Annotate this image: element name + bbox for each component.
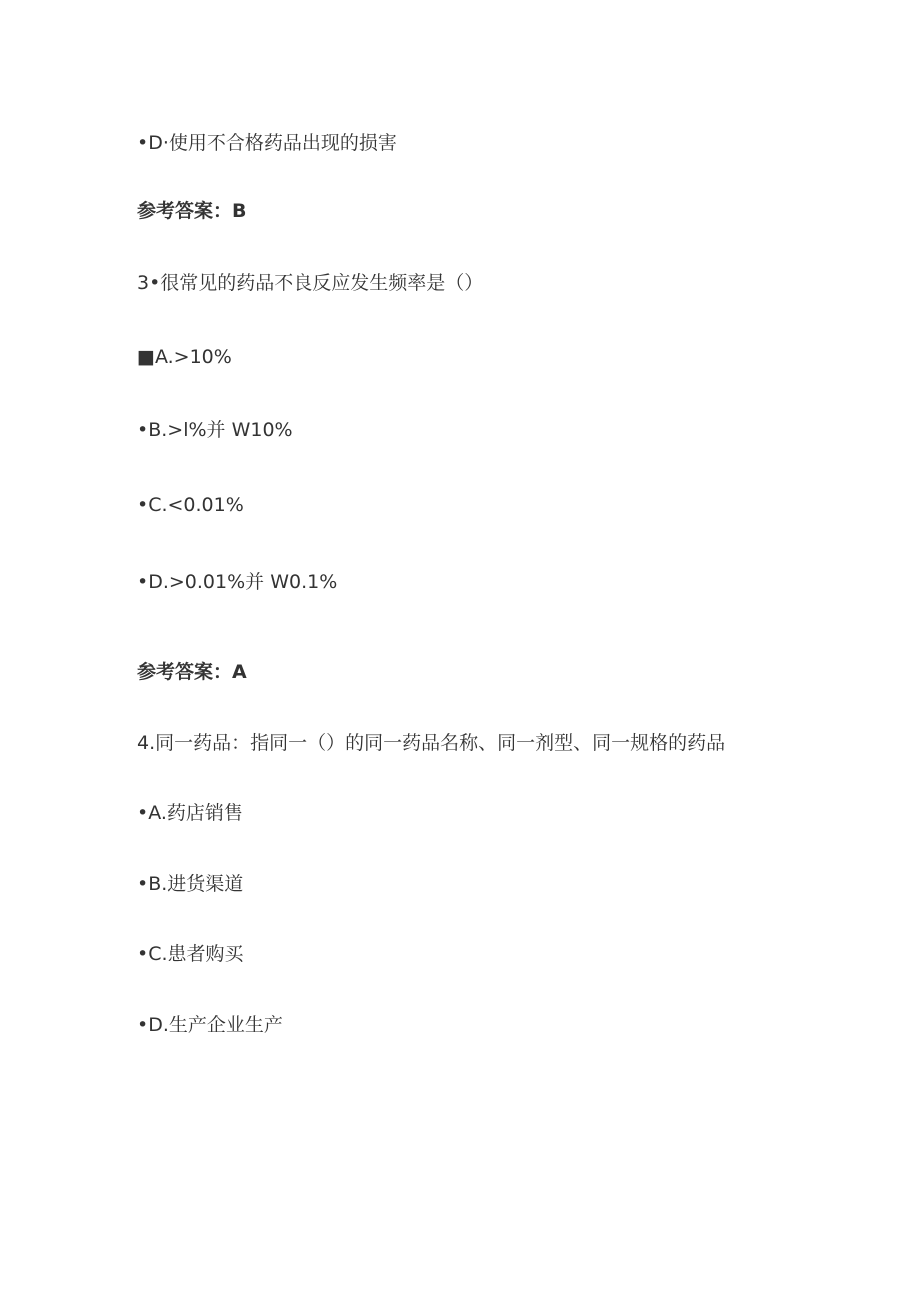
option-c-q4: •C.患者购买 (137, 943, 244, 965)
answer-q2: 参考答案：B (137, 200, 247, 222)
option-b-q3: •B.>l%并 W10% (137, 419, 293, 441)
option-a-q4: •A.药店销售 (137, 802, 243, 824)
option-c-q3: •C.<0.01% (137, 494, 244, 516)
option-b-q4: •B.进货渠道 (137, 873, 244, 895)
answer-q3: 参考答案：A (137, 661, 247, 683)
option-a-q3: ■A.>10% (137, 346, 232, 368)
question-4: 4.同一药品：指同一（）的同一药品名称、同一剂型、同一规格的药品 (137, 732, 726, 754)
option-d-q2: •D·使用不合格药品出现的损害 (137, 132, 397, 154)
question-3: 3•很常见的药品不良反应发生频率是（） (137, 272, 484, 294)
option-d-q4: •D.生产企业生产 (137, 1014, 283, 1036)
option-d-q3: •D.>0.01%并 W0.1% (137, 571, 338, 593)
